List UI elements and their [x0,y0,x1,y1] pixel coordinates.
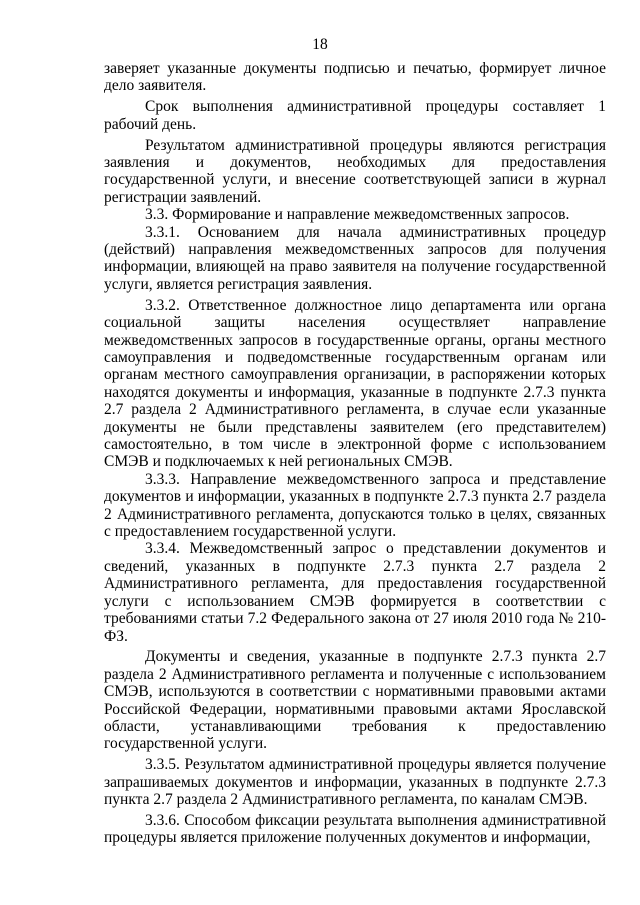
paragraph: заверяет указанные документы подписью и печатью, формирует личное дело заявителя. [104,60,606,95]
paragraph: 3.3.3. Направление межведомственного запроса и представление документов и информации, указанных в подпункте 2.7.3 пункта 2.7 раздела 2 Административного регламента, допускаются только в целях, связанных с предоставлением государственной услуги. [104,470,606,541]
page-number: 18 [312,36,328,53]
document-body [104,60,606,847]
paragraph: Документы и сведения, указанные в подпункте 2.7.3 пункта 2.7 раздела 2 Административного регламента и полученные с использованием СМЭВ, используются в соответствии с нормативными правовыми актами Российской Федерации, нормативными правовыми актами Ярославской области, устанавливающими требования к предоставлению государственной услуги. [104,648,606,753]
paragraph: 3.3.6. Способом фиксации результата выполнения административной процедуры является приложение полученных документов и информации, [104,812,606,847]
paragraph: 3.3.4. Межведомственный запрос о представлении документов и сведений, указанных в подпункте 2.7.3 пункта 2.7 раздела 2 Административного регламента, для предоставления государственной услуги с использованием СМЭВ формируется в соответствии с требованиями статьи 7.2 Федерального закона от 27 июля 2010 года № 210-ФЗ. [104,540,606,645]
section-heading: 3.3. Формирование и направление межведомственных запросов. [145,206,570,224]
paragraph: Срок выполнения административной процедуры составляет 1 рабочий день. [104,98,606,133]
paragraph: 3.3.1. Основанием для начала административных процедур (действий) направления межведомственных запросов для получения информации, влияющей на право заявителя на получение государственной услуги, является регистрация заявления. [104,223,606,293]
paragraph: 3.3.2. Ответственное должностное лицо департамента или органа социальной защиты населения осуществляет направление межведомственных запросов в государственные органы, органы местного самоуправления и подведомственные государственным органам или органам местного самоуправления организации, в распоряжении которых находятся документы и информация, указанные в подпункте 2.7.3 пункта 2.7 раздела 2 Административного регламента, в случае если указанные документы не были представлены заявителем (его представителем) самостоятельно, в том числе в электронной форме с использованием СМЭВ и подключаемых к ней региональных СМЭВ. [104,296,606,471]
paragraph: Результатом административной процедуры являются регистрация заявления и документов, необходимых для предоставления государственной услуги, и внесение соответствующей записи в журнал регистрации заявлений. [104,136,606,206]
paragraph: 3.3.5. Результатом административной процедуры является получение запрашиваемых документов и информации, указанных в подпункте 2.7.3 пункта 2.7 раздела 2 Административного регламента, по каналам СМЭВ. [104,756,606,809]
